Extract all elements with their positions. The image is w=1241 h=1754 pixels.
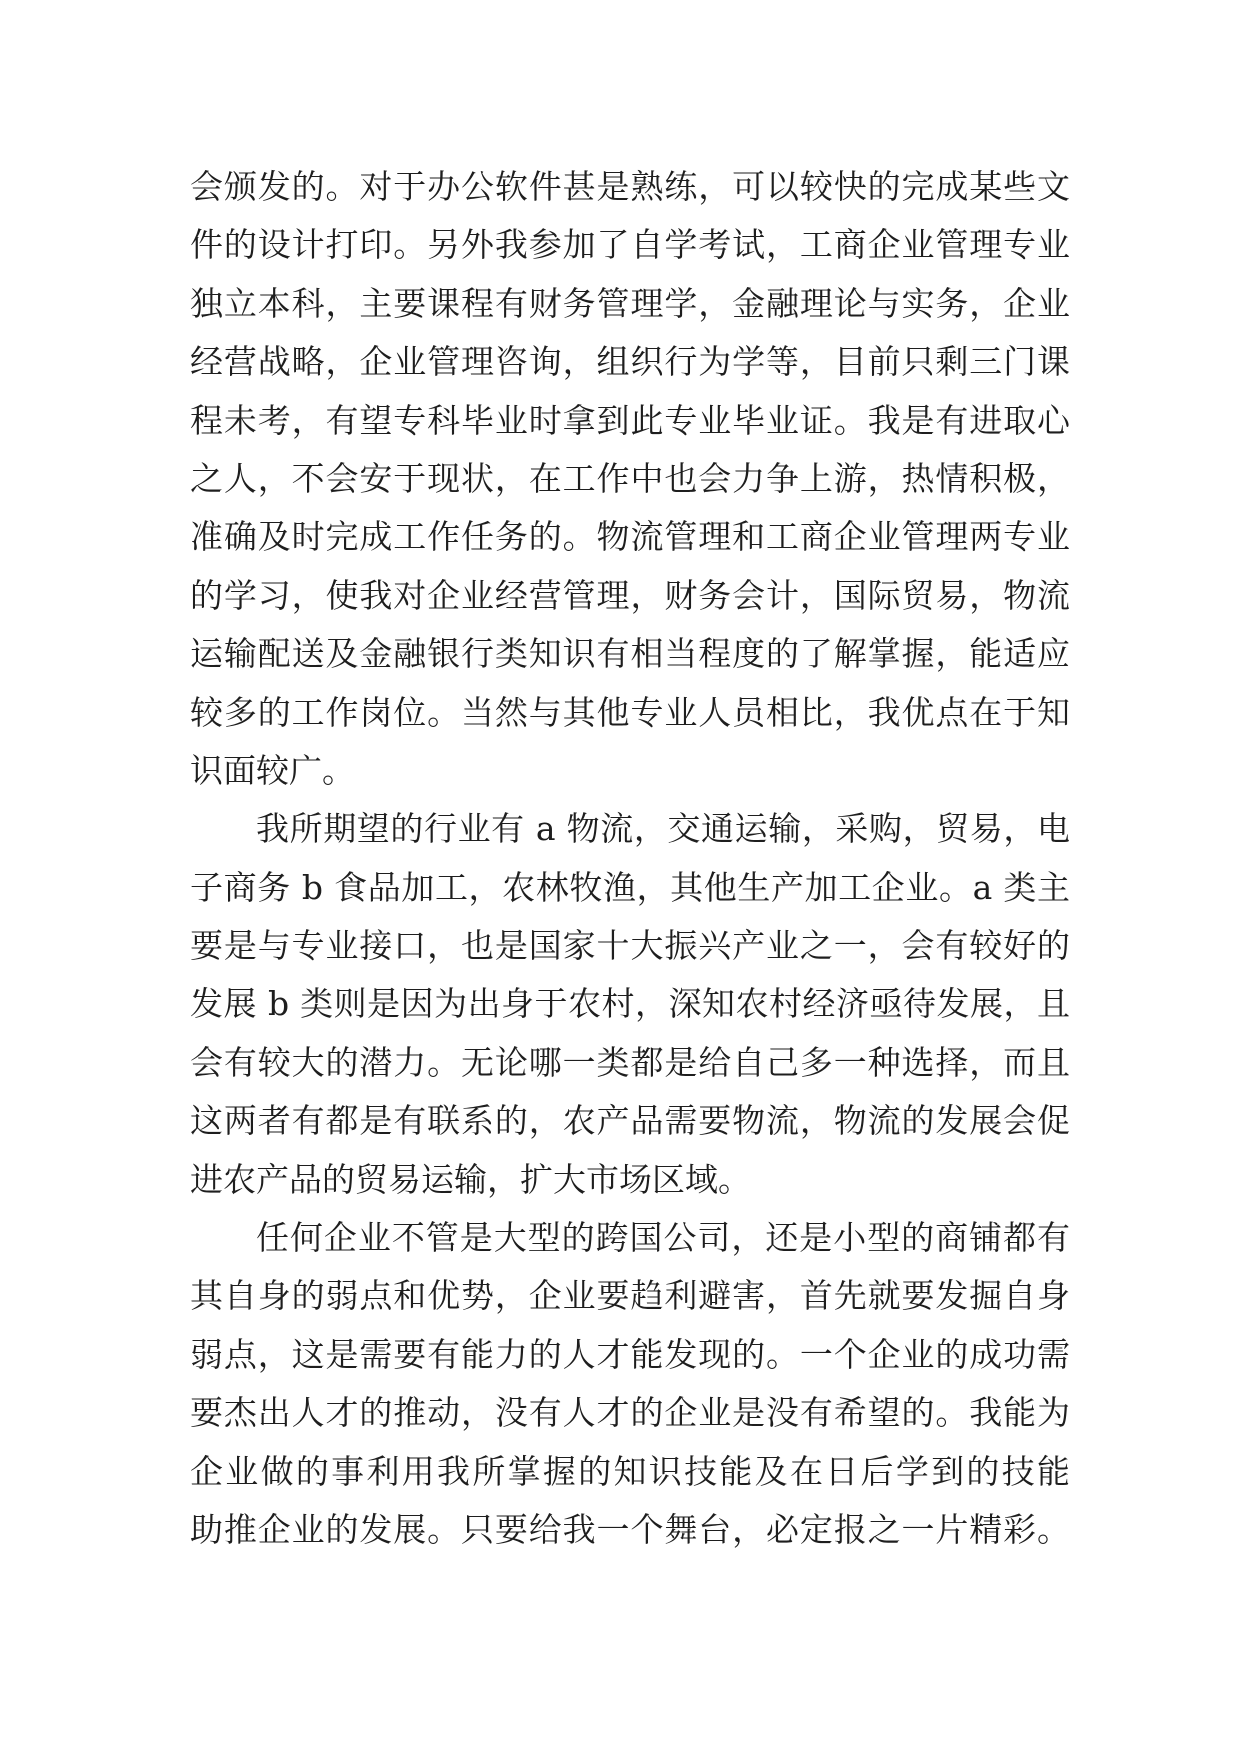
text-line: 会有较大的潜力。无论哪一类都是给自己多一种选择，而且 [190, 1042, 1070, 1082]
text-line: 助推企业的发展。只要给我一个舞台，必定报之一片精彩。 [190, 1509, 1070, 1549]
text-line: 要杰出人才的推动，没有人才的企业是没有希望的。我能为 [190, 1393, 1070, 1433]
text-line: 企业做的事利用我所掌握的知识技能及在日后学到的技能 [190, 1451, 1070, 1491]
text-line: 弱点，这是需要有能力的人才能发现的。一个企业的成功需 [190, 1334, 1070, 1374]
text-line: 会颁发的。对于办公软件甚是熟练，可以较快的完成某些文 [190, 167, 1070, 206]
text-line: 其自身的弱点和优势，企业要趋利避害，首先就要发掘自身 [190, 1276, 1070, 1316]
text-line: 识面较广。 [190, 750, 355, 790]
text-line: 独立本科，主要课程有财务管理学，金融理论与实务，企业 [190, 283, 1070, 323]
text-line: 进农产品的贸易运输，扩大市场区域。 [190, 1159, 751, 1199]
body-text [190, 158, 1070, 1559]
text-line: 这两者有都是有联系的，农产品需要物流，物流的发展会促 [190, 1101, 1070, 1141]
text-line: 子商务 b 食品加工，农林牧渔，其他生产加工企业。a 类主 [190, 867, 1070, 907]
text-line: 程未考，有望专科毕业时拿到此专业毕业证。我是有进取心 [190, 400, 1070, 440]
text-line: 件的设计打印。另外我参加了自学考试，工商企业管理专业 [190, 225, 1070, 265]
text-line: 发展 b 类则是因为出身于农村，深知农村经济亟待发展，且 [190, 984, 1070, 1024]
text-line: 经营战略，企业管理咨询，组织行为学等，目前只剩三门课 [190, 342, 1070, 382]
text-line: 运输配送及金融银行类知识有相当程度的了解掌握，能适应 [190, 634, 1070, 674]
text-line: 准确及时完成工作任务的。物流管理和工商企业管理两专业 [190, 517, 1070, 557]
text-line: 任何企业不管是大型的跨国公司，还是小型的商铺都有 [256, 1218, 1070, 1258]
paragraph-3 [190, 1209, 1070, 1559]
text-line: 较多的工作岗位。当然与其他专业人员相比，我优点在于知 [190, 692, 1070, 732]
paragraph-1 [190, 158, 1070, 800]
paragraph-2 [190, 800, 1070, 1209]
text-line: 之人，不会安于现状，在工作中也会力争上游，热情积极， [190, 458, 1070, 498]
text-line: 要是与专业接口，也是国家十大振兴产业之一，会有较好的 [190, 926, 1070, 966]
text-line: 我所期望的行业有 a 物流，交通运输，采购，贸易，电 [256, 809, 1070, 849]
text-line: 的学习，使我对企业经营管理，财务会计，国际贸易，物流 [190, 575, 1070, 615]
